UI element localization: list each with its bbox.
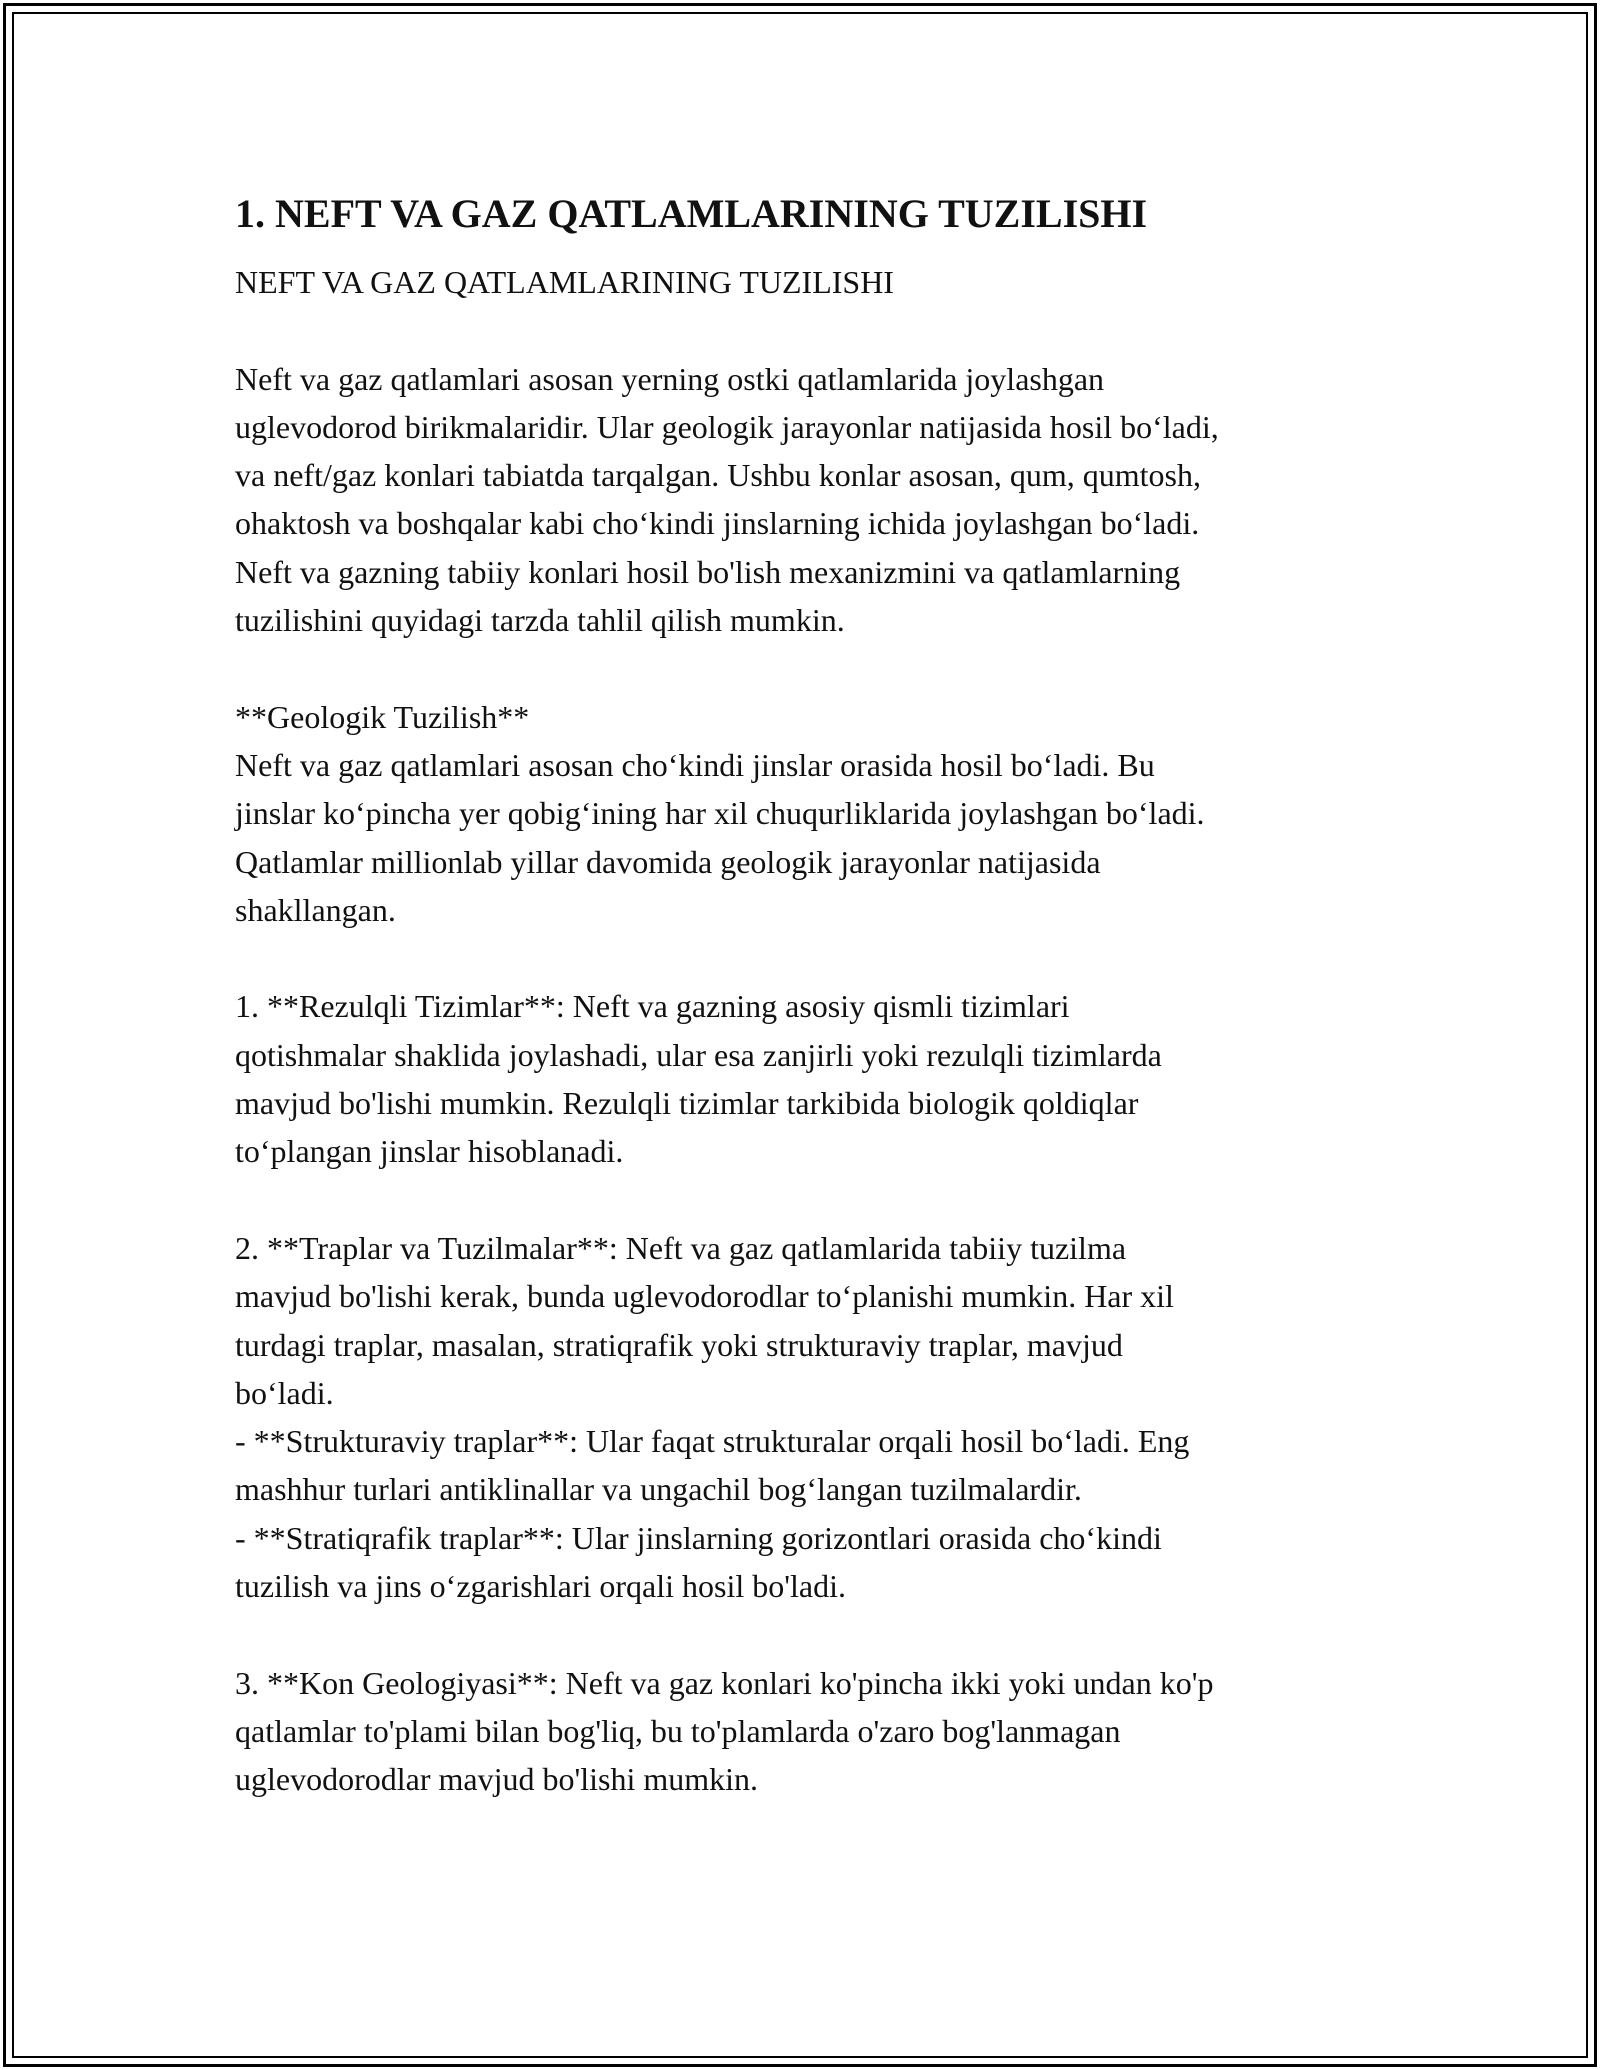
list-item-rezulqli: 1. **Rezulqli Tizimlar**: Neft va gazning asosiy qismli tizimlari qotishmalar shaklida joylashadi, ular esa zanjirli yoki rezulqli tizimlarda mavjud bo'lishi mumkin. Rezulqli tizimlar tarkibida biologik qoldiqlar to‘plangan jinslar hisoblanadi.: [235, 988, 1162, 1170]
document-heading: 1. NEFT VA GAZ QATLAMLARINING TUZILISHI: [235, 191, 1148, 236]
intro-paragraph: Neft va gaz qatlamlari asosan yerning ostki qatlamlarida joylashgan uglevodorod birikmalaridir. Ular geologik jarayonlar natijasida hosil bo‘ladi, va neft/gaz konlari tabiatda tarqalgan. Ushbu konlar asosan, qum, qumtosh, ohaktosh va boshqalar kabi cho‘kindi jinslarning ichida joylashgan bo‘ladi. Neft va gazning tabiiy konlari hosil bo'lish mexanizmini va qatlamlarning tuzilishini quyidagi tarzda tahlil qilish mumkin.: [235, 360, 1219, 639]
paragraph-gap: [235, 306, 1395, 354]
geology-section: **Geologik Tuzilish** Neft va gaz qatlamlari asosan cho‘kindi jinslar orasida hosil bo‘ladi. Bu jinslar ko‘pincha yer qobig‘ining har xil chuqurliklarida joylashgan bo‘ladi. Qatlamlar millionlab yillar davomida geologik jarayonlar natijasida shakllangan.: [235, 698, 1205, 928]
paragraph-gap: [235, 1610, 1395, 1658]
paragraph-gap: [235, 934, 1395, 982]
list-item-traplar: 2. **Traplar va Tuzilmalar**: Neft va gaz qatlamlarida tabiiy tuzilma mavjud bo'lishi kerak, bunda uglevodorodlar to‘planishi mumkin. Har xil turdagi traplar, masalan, stratiqrafik yoki strukturaviy traplar, mavjud bo‘ladi. - **Strukturaviy traplar**: Ular faqat strukturalar orqali hosil bo‘ladi. Eng mashhur turlari antiklinallar va ungachil bog‘langan tuzilmalardir. - **Stratiqrafik traplar**: Ular jinslarning gorizontlari orasida cho‘kindi tuzilish va jins o‘zgarishlari orqali hosil bo'ladi.: [235, 1229, 1190, 1605]
list-item-kon-geologiyasi: 3. **Kon Geologiyasi**: Neft va gaz konlari ko'pincha ikki yoki undan ko'p qatlamlar to'plami bilan bog'liq, bu to'plamlarda o'zaro bog'lanmagan uglevodorodlar mavjud bo'lishi mumkin.: [235, 1664, 1214, 1798]
paragraph-gap: [235, 1176, 1395, 1224]
paragraph-gap: [235, 644, 1395, 692]
document-subtitle: NEFT VA GAZ QATLAMLARINING TUZILISHI: [235, 264, 894, 300]
document-body: [235, 186, 1395, 1804]
